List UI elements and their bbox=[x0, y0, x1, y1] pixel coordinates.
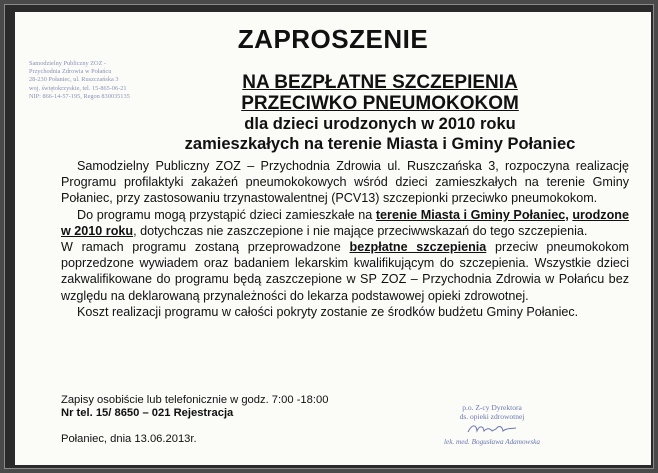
signature-name: lek. med. Bogusława Adamowska bbox=[444, 438, 540, 446]
stamp-line: NIP: 866-14-57-195, Regon 830035135 bbox=[29, 92, 130, 100]
procedure-text-end: przeciw pneumokokom poprzedzone wywiadem oraz badaniem lekarskim kwalifikującym do szczepienia. Wszystkie dzieci zakwalifikowane do programu będą zaszczepione w SP ZOZ – Przychodnia Zdrowia w Połańcu bez względu na deklarowaną przynależności do lekarza podstawowej opieki zdrowotnej. bbox=[61, 240, 629, 303]
heading-line-2: PRZECIWKO PNEUMOKOKOM bbox=[241, 93, 519, 114]
document-title: ZAPROSZENIE bbox=[237, 24, 429, 54]
signature-title: p.o. Z-cy Dyrektora bbox=[462, 403, 522, 412]
heading-line-4: zamieszkałych na terenie Miasta i Gminy Połaniec bbox=[184, 135, 576, 153]
paragraph-eligibility bbox=[61, 207, 629, 239]
eligibility-year: urodzone w 2010 roku bbox=[61, 207, 629, 238]
document-body bbox=[61, 158, 629, 320]
eligibility-text-end: , dotychczas nie zaszczepione i nie mające przeciwwskazań do tego szczepienia. bbox=[133, 223, 588, 238]
paragraph-procedure bbox=[61, 239, 629, 304]
stamp-line: Przychodnia Zdrowia w Połańcu bbox=[29, 68, 112, 76]
handwritten-signature-icon bbox=[462, 422, 522, 436]
stamp-line: woj. świętokrzyskie, tel. 15-865-06-21 bbox=[29, 84, 127, 92]
paragraph-program-intro: Samodzielny Publiczny ZOZ – Przychodnia Zdrowia ul. Ruszczańska 3, rozpoczyna realizację Programu profilaktyki zakażeń pneumokokowych wśród dzieci zamieszkałych na terenie Gminy Połaniec, przy zastosowaniu trzynastowalentnej (PCV13) szczepionki przeciwko pneumokokom. bbox=[61, 159, 629, 206]
photo-frame bbox=[4, 4, 654, 469]
eligibility-text: Do programu mogą przystąpić dzieci zamieszkałe na bbox=[77, 207, 376, 222]
heading-line-1: NA BEZPŁATNE SZCZEPIENIA bbox=[242, 72, 518, 93]
procedure-text: W ramach programu zostaną przeprowadzone bbox=[61, 240, 350, 255]
registration-phone: Nr tel. 15/ 8650 – 021 Rejestracja bbox=[61, 407, 234, 419]
signature-department: ds. opieki zdrowotnej bbox=[459, 412, 525, 421]
stamp-line: Samodzielny Publiczny ZOZ - bbox=[29, 60, 107, 67]
document-heading bbox=[145, 72, 615, 154]
free-vaccination-label: bezpłatne szczepienia bbox=[349, 240, 487, 255]
eligibility-area: terenie Miasta i Gminy Połaniec, bbox=[375, 207, 569, 222]
place-and-date: Połaniec, dnia 13.06.2013r. bbox=[61, 433, 197, 445]
paragraph-funding: Koszt realizacji programu w całości pokryty zostanie ze środków budżetu Gminy Połaniec. bbox=[77, 304, 579, 319]
invitation-document bbox=[15, 12, 651, 465]
heading-line-3: dla dzieci urodzonych w 2010 roku bbox=[244, 115, 516, 133]
director-signature-stamp bbox=[427, 403, 557, 447]
stamp-line: 28-230 Połaniec, ul. Ruszczańska 3 bbox=[29, 76, 119, 84]
registration-hours: Zapisy osobiście lub telefonicznie w godz. 7:00 -18:00 bbox=[61, 394, 329, 406]
